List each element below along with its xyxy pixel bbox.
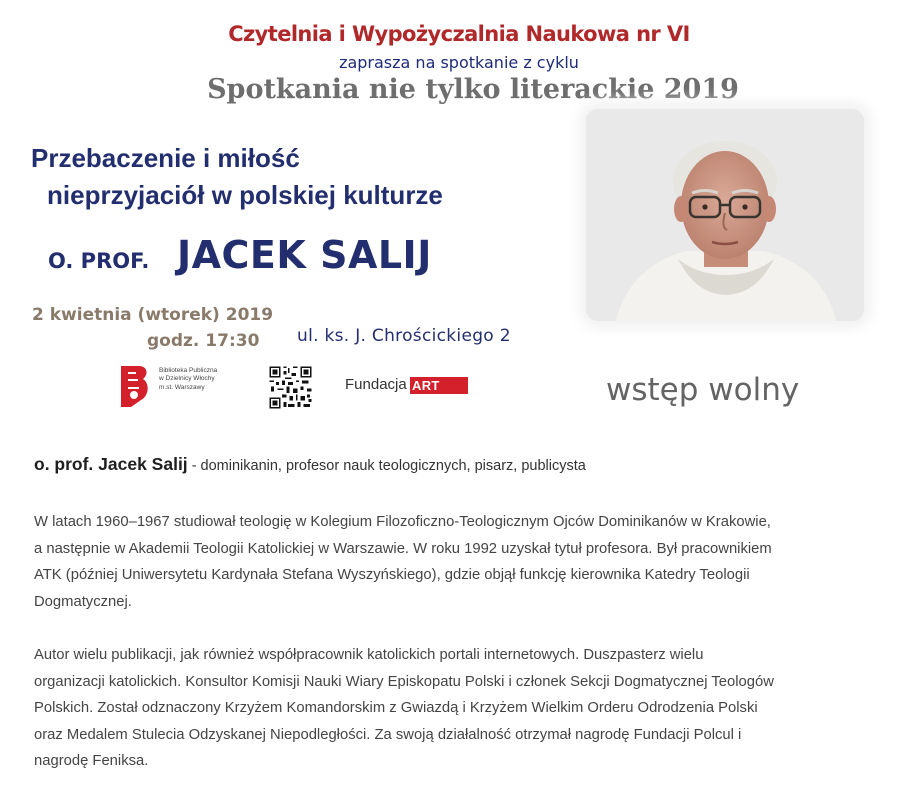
library-logo-line: m.st. Warszawy (159, 383, 205, 391)
speaker-portrait-photo (586, 109, 864, 321)
bio-line: ATK (później Uniwersytetu Kardynała Stefana Wyszyńskiego), gdzie objął funkcję kierownika Katedry Teologii (34, 567, 750, 583)
bio-lead-description: - dominikanin, profesor nauk teologicznych, pisarz, publicysta (187, 458, 586, 474)
bio-line: Dogmatycznej. (34, 593, 132, 610)
bio-line: Polskich. Został odznaczony Krzyżem Komandorskim z Gwiazdą i Krzyżem Wielkim Orderu Odrodzenia Polski (34, 700, 758, 716)
bio-line: oraz Medalem Stulecia Odzyskanej Niepodległości. Za swoją działalność otrzymał nagrodę Fundacji Polcul i (34, 726, 742, 743)
event-time: godz. 17:30 (147, 331, 260, 351)
qr-code-icon (268, 365, 313, 410)
invite-line: zaprasza na spotkanie z cyklu (339, 53, 579, 72)
library-name: Czytelnia i Wypożyczalnia Naukowa nr VI (228, 22, 690, 46)
speaker-name: JACEK SALIJ (177, 233, 432, 277)
event-address: ul. ks. J. Chrościckiego 2 (297, 326, 511, 346)
bio-line: W latach 1960–1967 studiował teologię w Kolegium Filozoficzno-Teologicznym Ojców Dominikanów w Krakowie, (34, 514, 771, 530)
series-title: Spotkania nie tylko literackie 2019 (207, 74, 739, 105)
library-logo-mark-icon (117, 364, 151, 408)
foundation-logo-art: ART (410, 377, 468, 394)
bio-paragraph-education (34, 509, 879, 615)
foundation-logo-word: Fundacja (345, 376, 407, 393)
library-logo-line: w Dzielnicy Włochy (159, 375, 215, 383)
bio-line: Autor wielu publikacji, jak również współpracownik katolickich portali internetowych. Duszpasterz wielu (34, 647, 704, 663)
bio-line: organizacji katolickich. Konsultor Komisji Nauki Wiary Episkopatu Polski i członek Sekcji Dogmatycznej Teologów (34, 673, 774, 690)
library-logo (117, 364, 229, 408)
lecture-title-line-2: nieprzyjaciół w polskiej kulturze (47, 180, 443, 210)
lecture-title-line-1: Przebaczenie i miłość (31, 143, 300, 173)
bio-line: a następnie w Akademii Teologii Katolickiej w Warszawie. W roku 1992 uzyskał tytuł profesora. Był pracownikiem (34, 540, 772, 557)
library-logo-line: Biblioteka Publiczna (159, 367, 218, 374)
bio-lead (34, 454, 874, 475)
bio-paragraph-achievements (34, 642, 879, 775)
portrait-illustration (586, 109, 864, 321)
speaker-title-prefix: O. PROF. (48, 249, 150, 273)
free-entry-notice: wstęp wolny (606, 372, 800, 408)
event-date: 2 kwietnia (wtorek) 2019 (32, 305, 274, 325)
bio-speaker-name: o. prof. Jacek Salij (34, 454, 188, 474)
bio-line: nagrodę Feniksa. (34, 753, 149, 769)
library-logo-text (159, 367, 234, 392)
